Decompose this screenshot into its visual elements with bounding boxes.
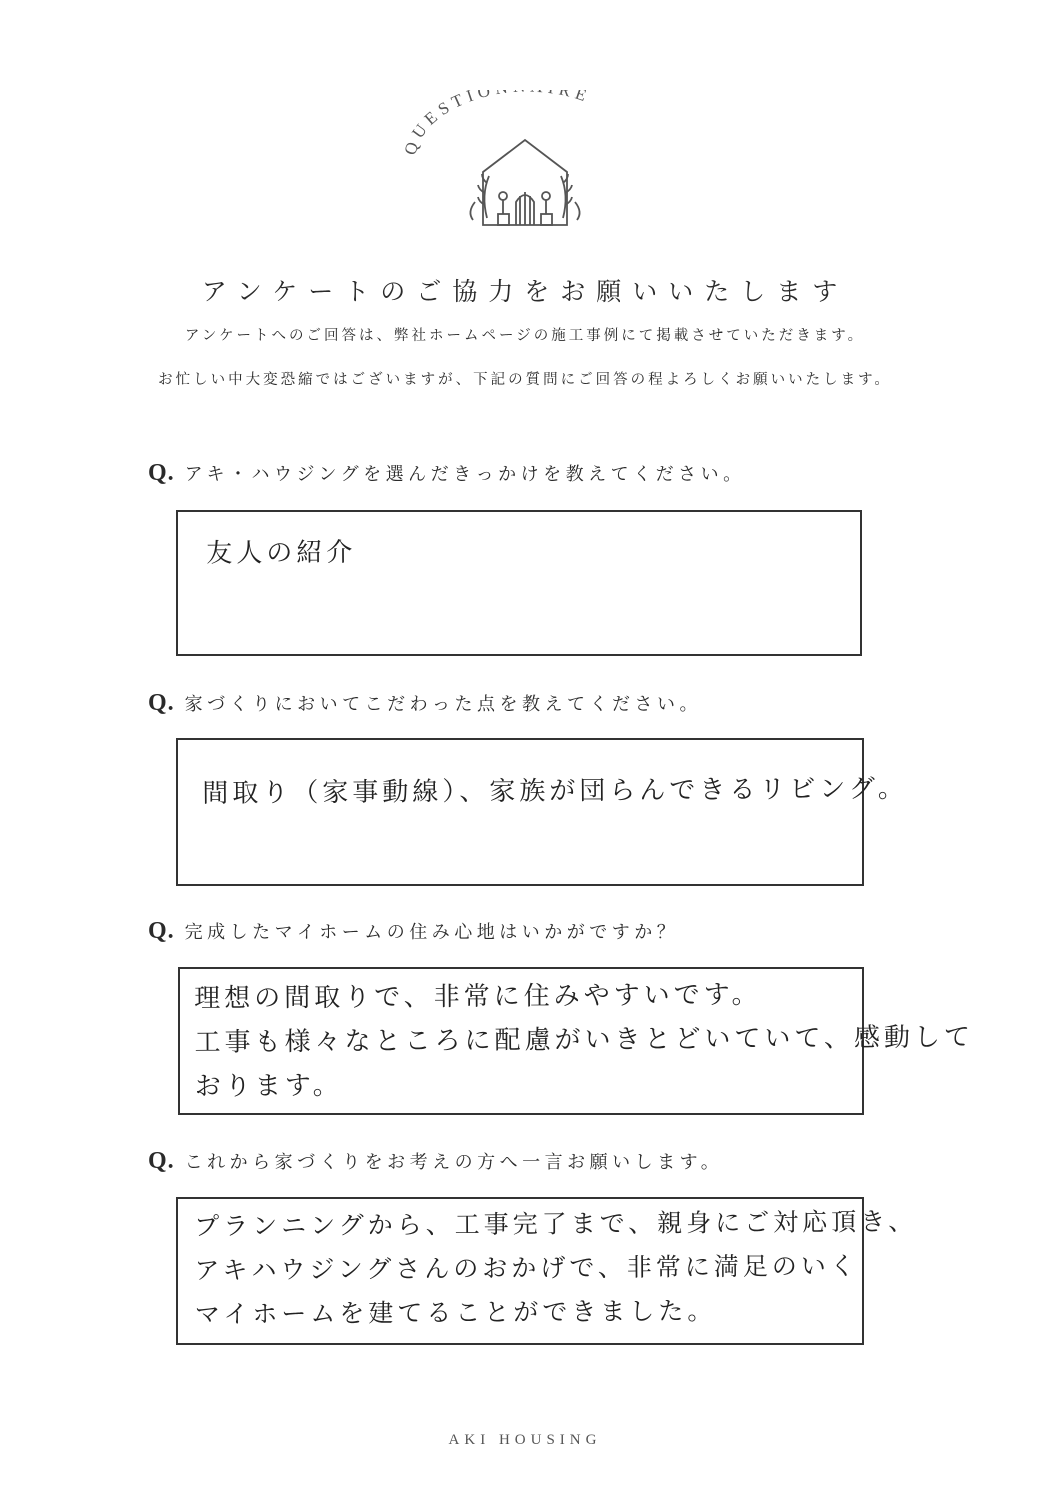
intro-line-2: お忙しい中大変恐縮ではございますが、下記の質問にご回答の程よろしくお願いいたします。 (158, 372, 892, 388)
answer-line: プランニングから、工事完了まで、親身にご対応頂き、 (194, 1206, 918, 1241)
answer-line: 間取り（家事動線）、家族が団らんできるリビング。 (202, 773, 908, 809)
answer-box-1 (176, 510, 862, 656)
question-4 (148, 1148, 723, 1175)
answer-line: アキハウジングさんのおかげで、非常に満足のいく (194, 1251, 859, 1285)
question-text: これから家づくりをお考えの方へ一言お願いします。 (184, 1152, 724, 1173)
answer-line: 友人の紹介 (206, 537, 357, 569)
answer-line: マイホームを建てることができました。 (194, 1296, 717, 1329)
question-1 (148, 460, 746, 487)
questionnaire-logo (395, 90, 655, 240)
question-mark: Q. (148, 690, 175, 716)
logo-arc-text: QUESTIO RE (400, 90, 594, 158)
question-text: 完成したマイホームの住み心地はいかがですか？ (184, 922, 680, 943)
house-icon (470, 140, 579, 225)
page-title: アンケートのご協力をお願いいたします (201, 277, 849, 306)
question-text: アキ・ハウジングを選んだきっかけを教えてください。 (184, 464, 746, 485)
answer-text (178, 507, 860, 578)
answer-box-4 (176, 1197, 918, 1345)
answer-line: おります。 (194, 1070, 343, 1102)
question-mark: Q. (148, 1148, 175, 1174)
answer-box-2 (176, 738, 908, 886)
footer-brand: AKI HOUSING (448, 1432, 602, 1448)
answer-text (178, 1194, 918, 1337)
question-2 (148, 690, 702, 717)
intro-line-1: アンケートへのご回答は、弊社ホームページの施工事例にて掲載させていただきます。 (184, 328, 866, 344)
answer-text (178, 735, 908, 818)
question-mark: Q. (148, 460, 175, 486)
answer-line: 工事も様々なところに配慮がいきとどいていて、感動して (194, 1022, 975, 1058)
question-3 (148, 918, 679, 945)
question-text: 家づくりにおいてこだわった点を教えてください。 (184, 694, 702, 715)
question-mark: Q. (148, 918, 175, 944)
answer-text (180, 964, 975, 1109)
answer-box-3 (178, 967, 975, 1115)
answer-line: 理想の間取りで、非常に住みやすいです。 (194, 979, 762, 1014)
